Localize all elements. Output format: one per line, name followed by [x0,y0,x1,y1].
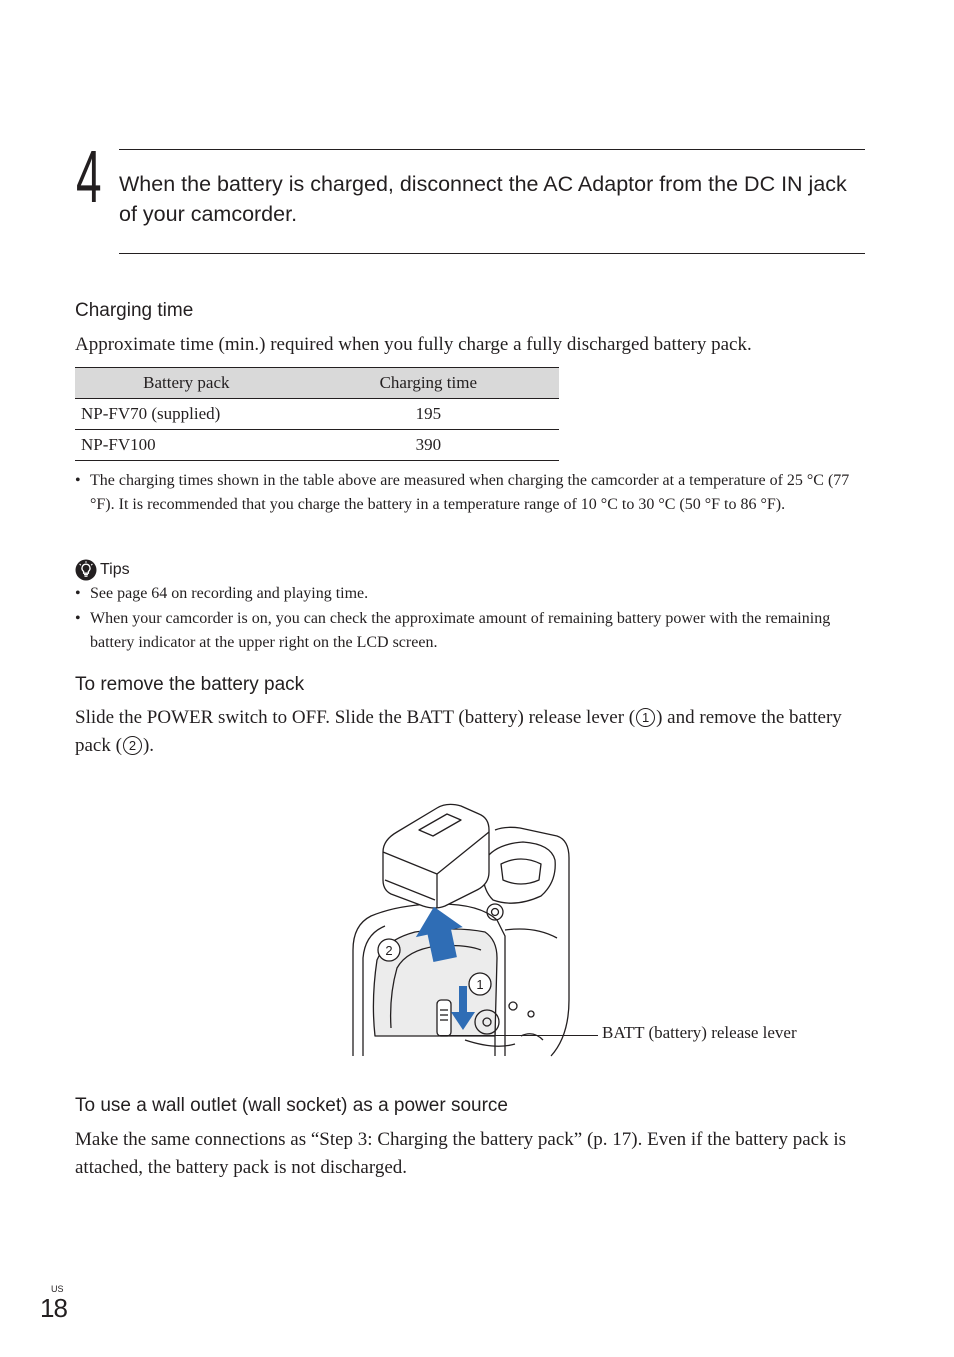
bullet: • [75,585,81,602]
step-instruction: When the battery is charged, disconnect the AC Adaptor from the DC IN jack of your camcorder. [119,172,847,226]
lightbulb-icon [75,559,97,581]
page-region: US [51,1284,64,1294]
remove-battery-heading: To remove the battery pack [75,674,305,695]
charging-minutes: 390 [298,430,559,461]
remove-text-1: Slide the POWER switch to OFF. Slide the BATT (battery) release lever ( [75,707,636,728]
charging-minutes: 195 [298,399,559,430]
table-row [75,399,559,430]
tip-text: When your camcorder is on, you can check the approximate amount of remaining battery power with the remaining battery indicator at the upper right on the LCD screen. [90,610,831,651]
charging-notes [75,469,865,517]
list-item [75,469,865,517]
figure-marker-2: 2 [385,943,393,958]
tips-label: Tips [100,561,130,578]
battery-removal-illustration [345,800,575,1060]
step-marker-1: 1 [636,708,655,727]
charging-time-heading: Charging time [75,300,194,321]
step-bottom-rule [119,253,865,254]
wall-outlet-text: Make the same connections as “Step 3: Charging the battery pack” (p. 17). Even if the battery pack is attached, the battery pack is not discharged. [75,1129,847,1178]
step-number: 4 [76,135,102,218]
remove-text-3: ). [142,735,155,756]
figure-marker-1: 1 [476,977,484,992]
table-header-charging-time: Charging time [298,368,559,399]
tips-list [75,582,865,655]
table-header-row [75,368,559,399]
page-number: 18 [40,1293,67,1323]
battery-name: NP-FV70 (supplied) [75,399,298,430]
wall-outlet-heading: To use a wall outlet (wall socket) as a power source [75,1095,508,1116]
list-item [75,607,865,655]
tips-heading [75,558,130,582]
table-header-battery-pack: Battery pack [75,368,298,399]
bullet: • [75,472,81,489]
table-row [75,430,559,461]
list-item [75,582,865,606]
remove-battery-text [75,704,865,760]
tip-text: See page 64 on recording and playing time. [90,585,369,602]
bullet: • [75,610,81,627]
step-top-rule [119,149,865,150]
remove-text-2: ) and remove the battery pack ( [75,707,842,756]
charging-time-intro: Approximate time (min.) required when you fully charge a fully discharged battery pack. [75,334,752,355]
callout-leader-line [440,1035,598,1036]
charging-time-table [75,367,559,461]
step-marker-2: 2 [123,736,142,755]
batt-release-lever-label: BATT (battery) release lever [602,1023,797,1042]
battery-name: NP-FV100 [75,430,298,461]
note-text: The charging times shown in the table above are measured when charging the camcorder at a temperature of 25 °C (77 °F). It is recommended that you charge the battery in a temperature range of 10 °C to 30 °C (50 °F to 86 °F). [90,472,850,513]
